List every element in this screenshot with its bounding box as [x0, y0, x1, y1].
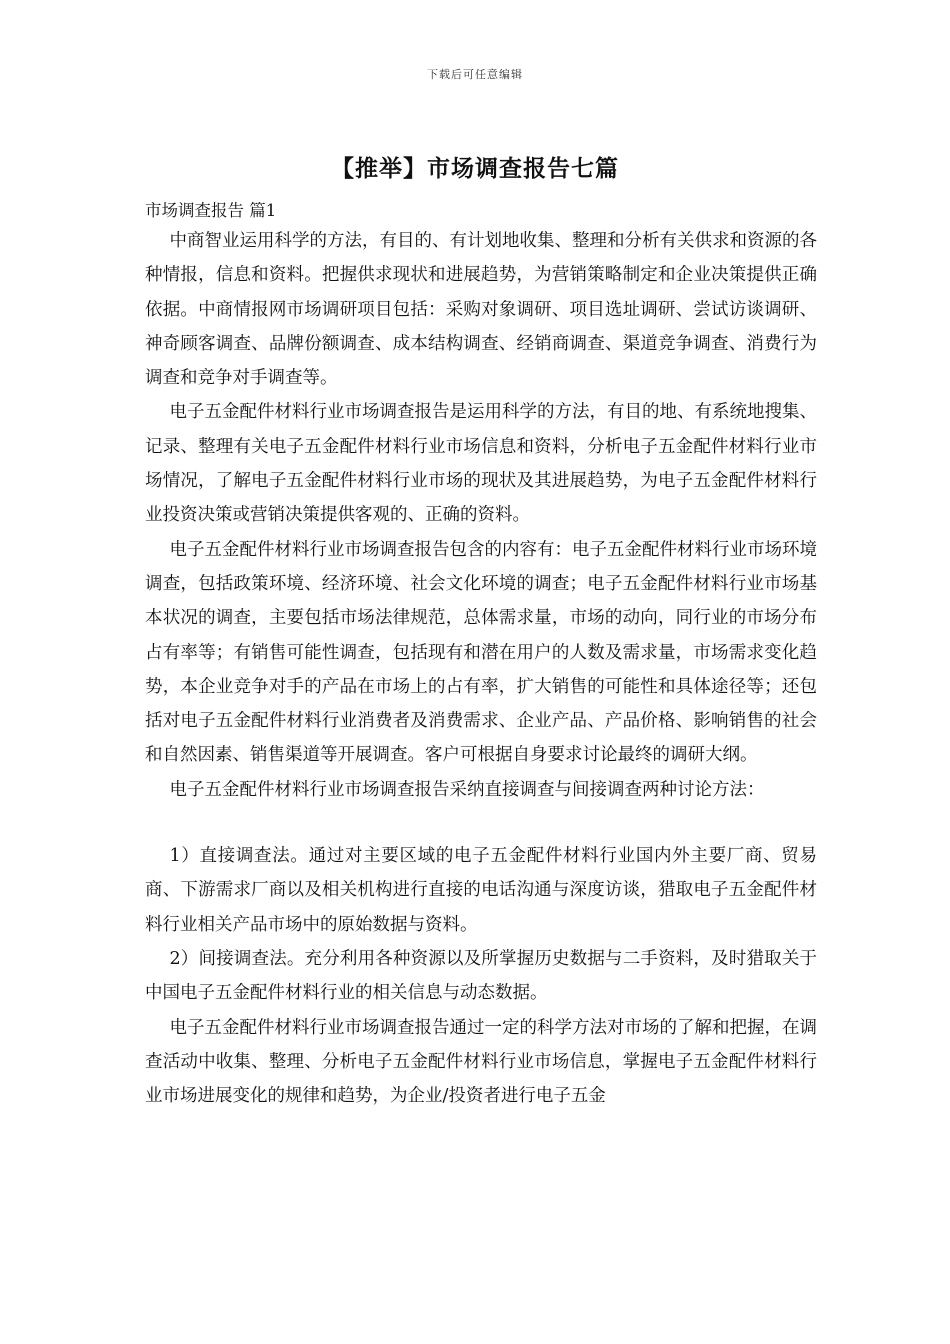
paragraph-intro: 中商智业运用科学的方法，有目的、有计划地收集、整理和分析有关供求和资源的各种情报，信息和资料。把握供求现状和进展趋势，为营销策略制定和企业决策提供正确依据。中商情报网市场调研项目包括：采购对象调研、项目选址调研、尝试访谈调研、神奇顾客调查、品牌份额调查、成本结构调查、经销商调查、渠道竞争调查、消费行为调查和竞争对手调查等。	[145, 231, 817, 389]
paragraph-contents: 电子五金配件材料行业市场调查报告包含的内容有：电子五金配件材料行业市场环境调查，包括政策环境、经济环境、社会文化环境的调查；电子五金配件材料行业市场基本状况的调查，主要包括市场法律规范，总体需求量，市场的动向，同行业的市场分布占有率等；有销售可能性调查，包括现有和潜在用户的人数及需求量，市场需求变化趋势，本企业竞争对手的产品在市场上的占有率，扩大销售的可能性和具体途径等；还包括对电子五金配件材料行业消费者及消费需求、企业产品、产品价格、影响销售的社会和自然因素、销售渠道等开展调查。客户可根据自身要求讨论最终的调研大纲。	[145, 539, 817, 766]
paragraph-indirect-survey: 2）间接调查法。充分利用各种资源以及所掌握历史数据与二手资料，及时猎取关于中国电子五金配件材料行业的相关信息与动态数据。	[145, 948, 817, 1004]
section-subtitle: 市场调查报告 篇1	[145, 201, 277, 220]
document-body	[145, 198, 817, 1113]
paragraph-summary: 电子五金配件材料行业市场调查报告通过一定的科学方法对市场的了解和把握，在调查活动中收集、整理、分析电子五金配件材料行业市场信息，掌握电子五金配件材料行业市场进展变化的规律和趋势，为企业/投资者进行电子五金	[145, 1017, 817, 1107]
paragraph-methods: 电子五金配件材料行业市场调查报告采纳直接调查与间接调查两种讨论方法：	[169, 779, 765, 800]
paragraph-direct-survey: 1）直接调查法。通过对主要区域的电子五金配件材料行业国内外主要厂商、贸易商、下游需求厂商以及相关机构进行直接的电话沟通与深度访谈，猎取电子五金配件材料行业相关产品市场中的原始数据与资料。	[145, 846, 817, 935]
page-header: 下载后可任意编辑	[427, 68, 523, 81]
document-title: 【推举】市场调查报告七篇	[331, 156, 619, 182]
paragraph-definition: 电子五金配件材料行业市场调查报告是运用科学的方法，有目的地、有系统地搜集、记录、整理有关电子五金配件材料行业市场信息和资料，分析电子五金配件材料行业市场情况，了解电子五金配件材料行业市场的现状及其进展趋势，为电子五金配件材料行业投资决策或营销决策提供客观的、正确的资料。	[145, 402, 817, 526]
